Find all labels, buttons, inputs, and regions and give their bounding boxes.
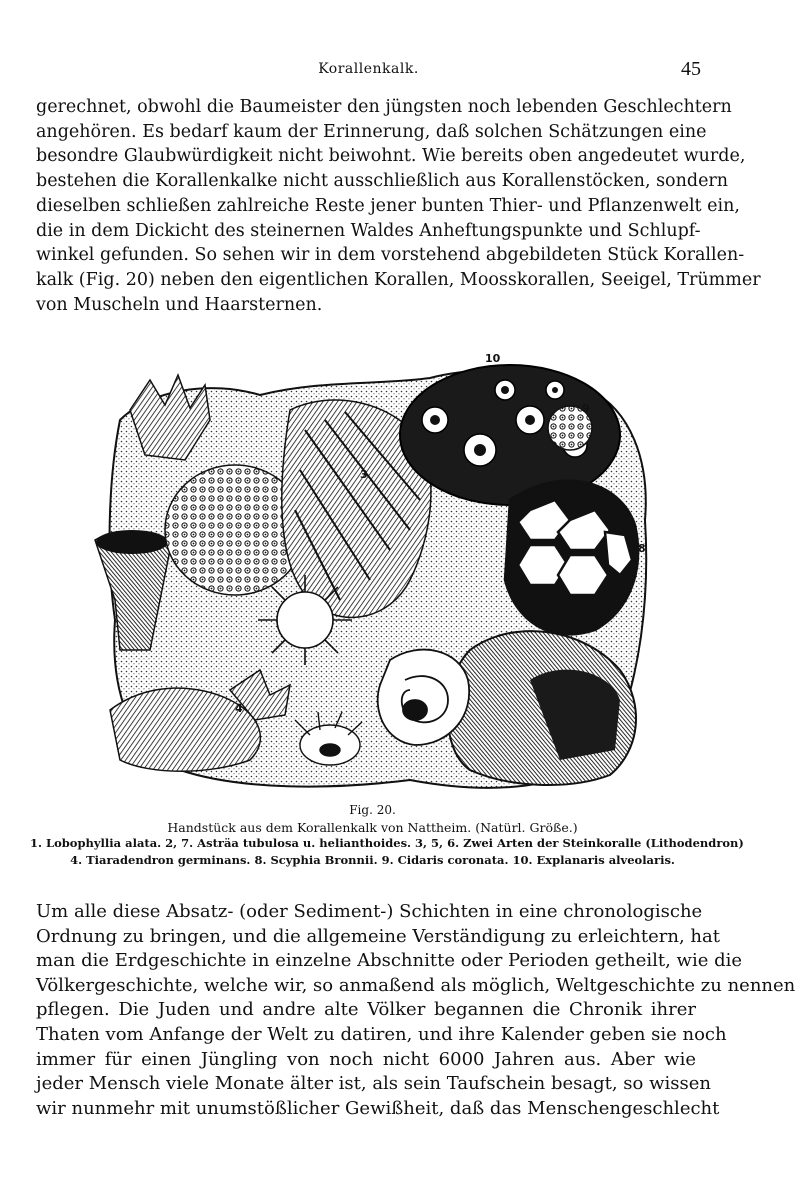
figure-label: Fig. 20. [349,803,396,817]
running-head: Korallenkalk. [318,61,419,77]
text-line: von Muscheln und Haarsternen. [36,294,323,315]
body-paragraph-1 [36,95,761,317]
text-line: wir nunmehr mit unumstößlicher Gewißheit, daß das Menschengeschlecht [36,1097,720,1119]
text-line: man die Erdgeschichte in einzelne Abschnitte oder Perioden getheilt, wie die [36,950,743,972]
coral-limestone-illustration [90,350,660,800]
figure-number: 10 [485,352,501,365]
page-header [36,58,701,82]
figure-number: 9 [582,402,590,415]
text-line: kalk (Fig. 20) neben den eigentlichen Korallen, Moosskorallen, Seeigel, Trümmer [36,269,761,290]
figure-number: 4 [235,702,243,715]
text-line: gerechnet, obwohl die Baumeister den jüngsten noch lebenden Geschlechtern [36,97,732,117]
text-line: angehören. Es bedarf kaum der Erinnerung, daß solchen Schätzungen eine [36,121,707,142]
text-line: Ordnung zu bringen, und die allgemeine Verständigung zu erleichtern, hat [36,925,720,947]
text-line: bestehen die Korallenkalke nicht ausschließlich aus Korallenstöcken, sondern [36,171,729,192]
text-line: die in dem Dickicht des steinernen Waldes Anheftungspunkte und Schlupf- [36,220,701,241]
text-line: dieselben schließen zahlreiche Reste jener bunten Thier- und Pflanzenwelt ein, [36,195,740,216]
text-line: winkel gefunden. So sehen wir in dem vorstehend abgebildeten Stück Korallen- [36,245,745,266]
figure-caption-title: Handstück aus dem Korallenkalk von Nattheim. (Natürl. Größe.) [167,820,578,835]
figure-number: 3 [360,468,368,481]
text-line: Thaten vom Anfange der Welt zu datiren, und ihre Kalender geben sie noch [36,1023,727,1045]
page-number: 45 [681,58,701,80]
text-line: immer für einen Jüngling von noch nicht 6000 Jahren aus. Aber wie [36,1048,696,1070]
text-line: Um alle diese Absatz- (oder Sediment-) Schichten in eine chronologische [36,901,703,922]
text-line: Völkergeschichte, welche wir, so anmaßend als möglich, Weltgeschichte zu nennen [36,974,795,996]
figure-legend-line: 4. Tiaradendron germinans. 8. Scyphia Bronnii. 9. Cidaris coronata. 10. Explanaris alveolaris. [70,853,675,867]
body-paragraph-2 [36,900,795,1121]
text-line: pflegen. Die Juden und andre alte Völker begannen die Chronik ihrer [36,999,696,1021]
text-line: besondre Glaubwürdigkeit nicht beiwohnt. Wie bereits oben angedeutet wurde, [36,146,746,167]
text-line: jeder Mensch viele Monate älter ist, als sein Taufschein besagt, so wissen [36,1073,711,1095]
figure-number: 8 [638,542,646,555]
figure-legend-line: 1. Lobophyllia alata. 2, 7. Asträa tubulosa u. helianthoides. 3, 5, 6. Zwei Arten der Steinkoralle (Lithodendron) [30,836,744,850]
